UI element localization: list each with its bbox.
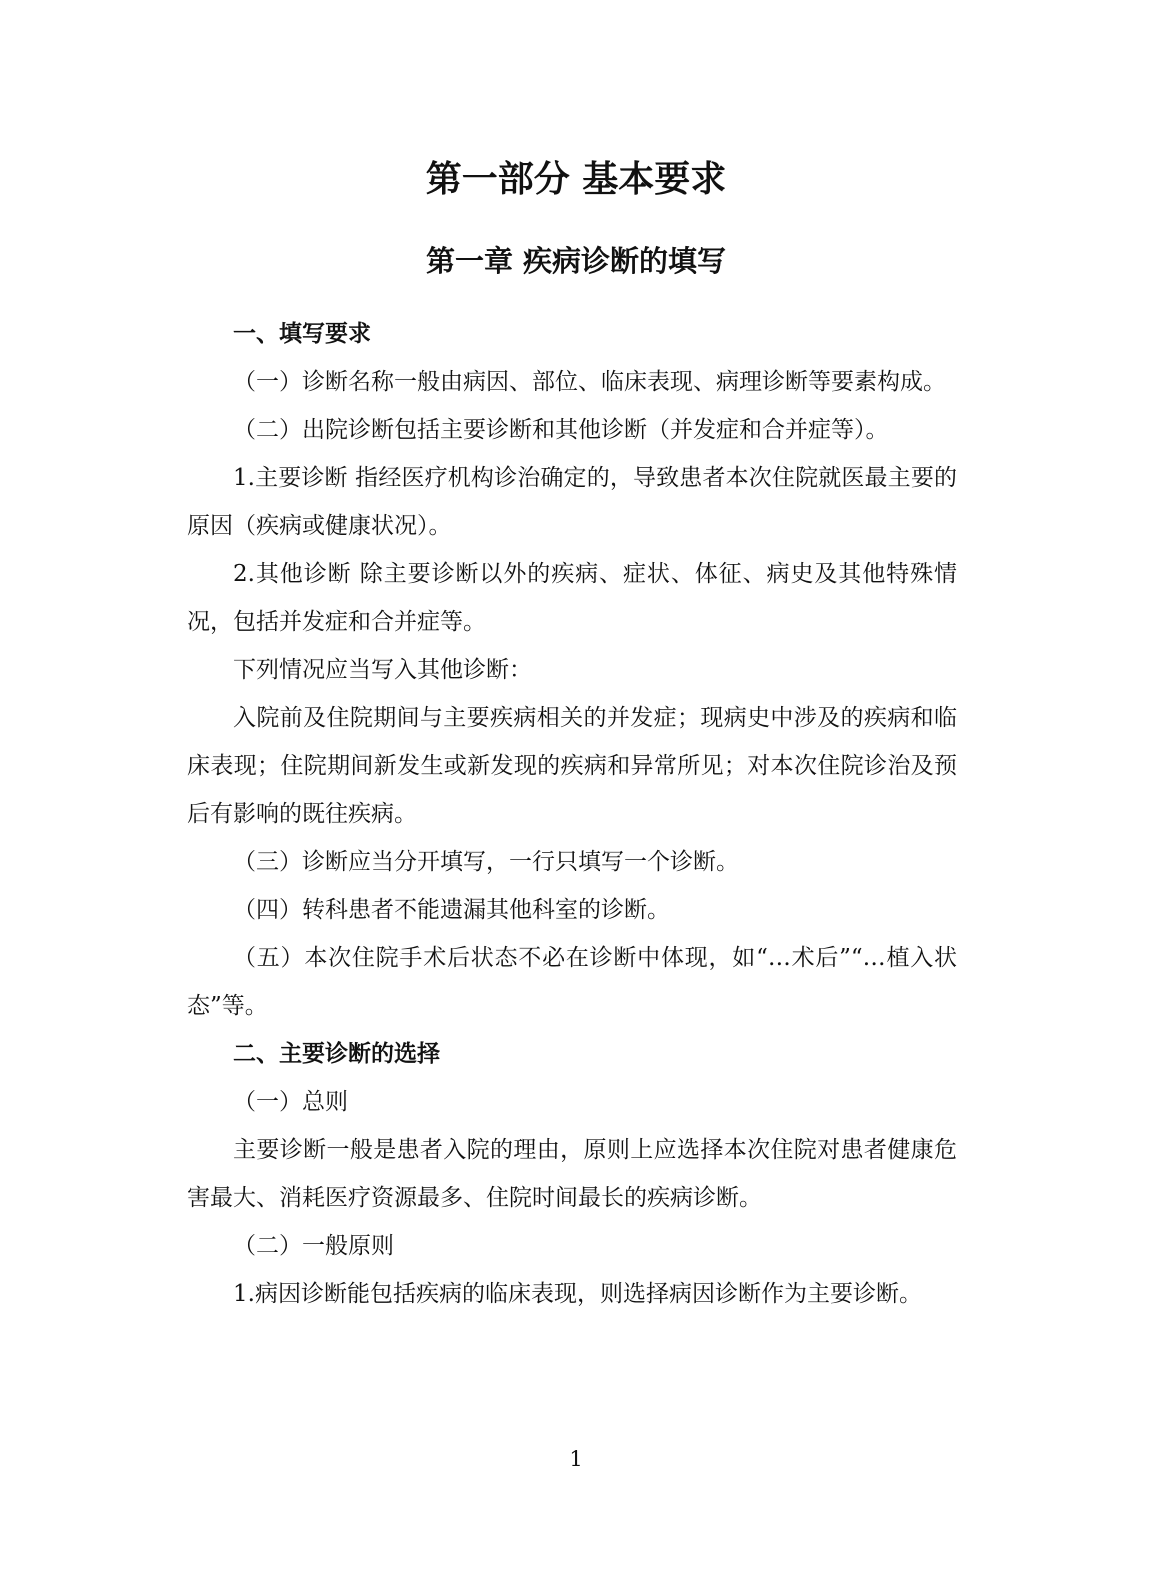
paragraph: （一）总则 xyxy=(233,1089,348,1115)
section-heading: 二、主要诊断的选择 xyxy=(233,1041,440,1067)
paragraph: （一）诊断名称一般由病因、部位、临床表现、病理诊断等要素构成。 xyxy=(233,369,946,395)
paragraph: 下列情况应当写入其他诊断： xyxy=(233,657,532,683)
paragraph: 1.主要诊断 指经医疗机构诊治确定的，导致患者本次住院就医最主要的原因（疾病或健康状况）。 xyxy=(187,465,957,539)
page-number: 1 xyxy=(569,1447,583,1471)
paragraph: （四）转科患者不能遗漏其他科室的诊断。 xyxy=(233,897,670,923)
paragraph: （三）诊断应当分开填写，一行只填写一个诊断。 xyxy=(233,849,739,875)
document-body xyxy=(187,310,957,1318)
paragraph: 入院前及住院期间与主要疾病相关的并发症；现病史中涉及的疾病和临床表现；住院期间新发生或新发现的疾病和异常所见；对本次住院诊治及预后有影响的既往疾病。 xyxy=(187,705,957,827)
paragraph: （二）一般原则 xyxy=(233,1233,394,1259)
paragraph: 主要诊断一般是患者入院的理由，原则上应选择本次住院对患者健康危害最大、消耗医疗资源最多、住院时间最长的疾病诊断。 xyxy=(187,1137,957,1211)
paragraph: 2.其他诊断 除主要诊断以外的疾病、症状、体征、病史及其他特殊情况，包括并发症和合并症等。 xyxy=(187,561,957,635)
section-heading: 一、填写要求 xyxy=(233,321,371,347)
paragraph: 1.病因诊断能包括疾病的临床表现，则选择病因诊断作为主要诊断。 xyxy=(233,1281,922,1307)
paragraph: （五）本次住院手术后状态不必在诊断中体现，如“…术后”“…植入状态”等。 xyxy=(187,945,957,1019)
paragraph: （二）出院诊断包括主要诊断和其他诊断（并发症和合并症等）。 xyxy=(233,417,889,443)
chapter-title: 第一章 疾病诊断的填写 xyxy=(425,244,727,278)
part-title: 第一部分 基本要求 xyxy=(425,159,727,200)
